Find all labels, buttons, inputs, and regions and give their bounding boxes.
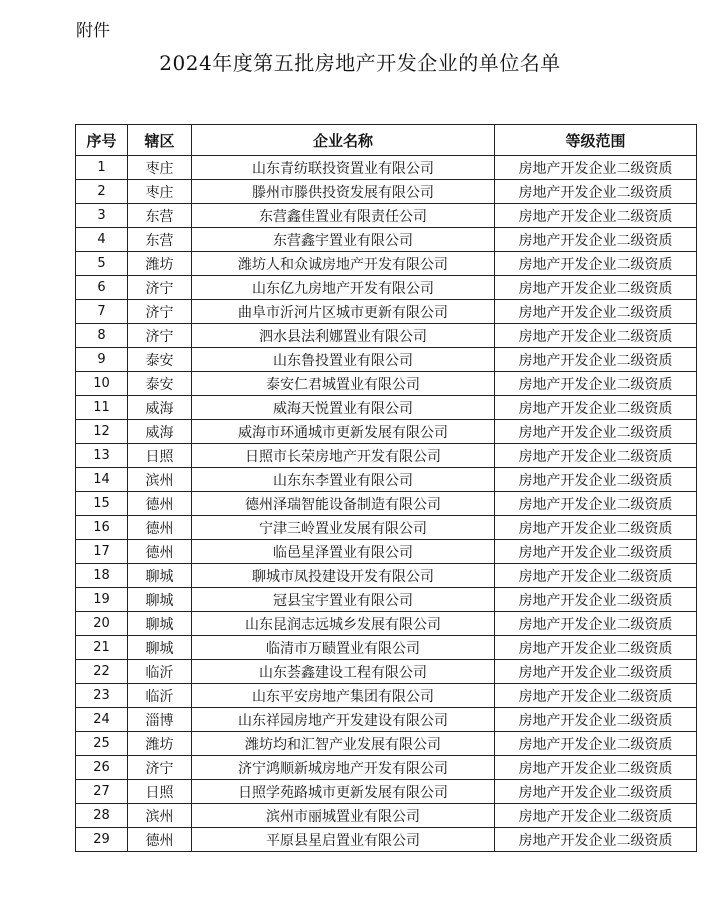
table-header-row: [76, 125, 697, 156]
qualification-cell: 房地产开发企业二级资质: [495, 780, 697, 804]
company-name-cell: 曲阜市沂河片区城市更新有限公司: [192, 300, 495, 324]
qualification-cell: 房地产开发企业二级资质: [495, 636, 697, 660]
header-qualification-level: 等级范围: [495, 125, 697, 156]
serial-number-cell: 21: [76, 636, 128, 660]
table-row: [76, 420, 697, 444]
document-title: 2024年度第五批房地产开发企业的单位名单: [159, 51, 561, 75]
qualification-cell: 房地产开发企业二级资质: [495, 156, 697, 180]
district-cell: 济宁: [128, 276, 192, 300]
table-row: [76, 180, 697, 204]
qualification-cell: 房地产开发企业二级资质: [495, 828, 697, 852]
table-row: [76, 660, 697, 684]
district-cell: 淄博: [128, 708, 192, 732]
table-row: [76, 492, 697, 516]
qualification-cell: 房地产开发企业二级资质: [495, 708, 697, 732]
serial-number-cell: 4: [76, 228, 128, 252]
qualification-cell: 房地产开发企业二级资质: [495, 228, 697, 252]
serial-number-cell: 1: [76, 156, 128, 180]
company-name-cell: 山东东李置业有限公司: [192, 468, 495, 492]
district-cell: 济宁: [128, 300, 192, 324]
table-row: [76, 252, 697, 276]
company-name-cell: 潍坊人和众诚房地产开发有限公司: [192, 252, 495, 276]
company-list-table: [75, 124, 697, 852]
serial-number-cell: 13: [76, 444, 128, 468]
company-name-cell: 泗水县法利娜置业有限公司: [192, 324, 495, 348]
company-name-cell: 滨州市丽城置业有限公司: [192, 804, 495, 828]
district-cell: 日照: [128, 444, 192, 468]
qualification-cell: 房地产开发企业二级资质: [495, 348, 697, 372]
district-cell: 聊城: [128, 636, 192, 660]
serial-number-cell: 16: [76, 516, 128, 540]
qualification-cell: 房地产开发企业二级资质: [495, 468, 697, 492]
table-row: [76, 732, 697, 756]
qualification-cell: 房地产开发企业二级资质: [495, 420, 697, 444]
qualification-cell: 房地产开发企业二级资质: [495, 372, 697, 396]
serial-number-cell: 3: [76, 204, 128, 228]
qualification-cell: 房地产开发企业二级资质: [495, 804, 697, 828]
company-name-cell: 威海天悦置业有限公司: [192, 396, 495, 420]
company-name-cell: 冠县宝宇置业有限公司: [192, 588, 495, 612]
company-name-cell: 日照市长荣房地产开发有限公司: [192, 444, 495, 468]
table-row: [76, 756, 697, 780]
table-row: [76, 468, 697, 492]
table-row: [76, 684, 697, 708]
table-body: [76, 156, 697, 852]
company-name-cell: 山东鲁投置业有限公司: [192, 348, 495, 372]
district-cell: 枣庄: [128, 156, 192, 180]
serial-number-cell: 20: [76, 612, 128, 636]
serial-number-cell: 12: [76, 420, 128, 444]
district-cell: 日照: [128, 780, 192, 804]
table-row: [76, 708, 697, 732]
qualification-cell: 房地产开发企业二级资质: [495, 660, 697, 684]
company-name-cell: 山东昆润志远城乡发展有限公司: [192, 612, 495, 636]
qualification-cell: 房地产开发企业二级资质: [495, 300, 697, 324]
district-cell: 德州: [128, 540, 192, 564]
table-row: [76, 396, 697, 420]
district-cell: 泰安: [128, 348, 192, 372]
district-cell: 潍坊: [128, 732, 192, 756]
qualification-cell: 房地产开发企业二级资质: [495, 756, 697, 780]
company-name-cell: 日照学苑路城市更新发展有限公司: [192, 780, 495, 804]
table-row: [76, 348, 697, 372]
serial-number-cell: 26: [76, 756, 128, 780]
district-cell: 威海: [128, 420, 192, 444]
serial-number-cell: 14: [76, 468, 128, 492]
district-cell: 滨州: [128, 804, 192, 828]
table-row: [76, 516, 697, 540]
district-cell: 德州: [128, 516, 192, 540]
table-row: [76, 804, 697, 828]
serial-number-cell: 9: [76, 348, 128, 372]
header-serial-number: 序号: [76, 125, 128, 156]
district-cell: 聊城: [128, 564, 192, 588]
table-row: [76, 324, 697, 348]
company-name-cell: 东营鑫宇置业有限公司: [192, 228, 495, 252]
district-cell: 东营: [128, 228, 192, 252]
serial-number-cell: 29: [76, 828, 128, 852]
serial-number-cell: 22: [76, 660, 128, 684]
company-name-cell: 山东荟鑫建设工程有限公司: [192, 660, 495, 684]
table-row: [76, 228, 697, 252]
qualification-cell: 房地产开发企业二级资质: [495, 492, 697, 516]
district-cell: 德州: [128, 492, 192, 516]
table-row: [76, 300, 697, 324]
table-row: [76, 612, 697, 636]
serial-number-cell: 11: [76, 396, 128, 420]
company-name-cell: 山东平安房地产集团有限公司: [192, 684, 495, 708]
company-name-cell: 宁津三岭置业发展有限公司: [192, 516, 495, 540]
qualification-cell: 房地产开发企业二级资质: [495, 516, 697, 540]
table-row: [76, 444, 697, 468]
district-cell: 济宁: [128, 324, 192, 348]
company-name-cell: 泰安仁君城置业有限公司: [192, 372, 495, 396]
qualification-cell: 房地产开发企业二级资质: [495, 684, 697, 708]
district-cell: 聊城: [128, 588, 192, 612]
company-name-cell: 临邑星泽置业有限公司: [192, 540, 495, 564]
district-cell: 济宁: [128, 756, 192, 780]
company-name-cell: 山东祥园房地产开发建设有限公司: [192, 708, 495, 732]
company-name-cell: 潍坊均和汇智产业发展有限公司: [192, 732, 495, 756]
district-cell: 威海: [128, 396, 192, 420]
company-name-cell: 平原县星启置业有限公司: [192, 828, 495, 852]
district-cell: 潍坊: [128, 252, 192, 276]
table-row: [76, 564, 697, 588]
table-row: [76, 636, 697, 660]
qualification-cell: 房地产开发企业二级资质: [495, 588, 697, 612]
serial-number-cell: 19: [76, 588, 128, 612]
company-name-cell: 滕州市滕供投资发展有限公司: [192, 180, 495, 204]
qualification-cell: 房地产开发企业二级资质: [495, 324, 697, 348]
table-row: [76, 156, 697, 180]
serial-number-cell: 8: [76, 324, 128, 348]
company-name-cell: 山东青纺联投资置业有限公司: [192, 156, 495, 180]
company-name-cell: 东营鑫佳置业有限责任公司: [192, 204, 495, 228]
qualification-cell: 房地产开发企业二级资质: [495, 204, 697, 228]
qualification-cell: 房地产开发企业二级资质: [495, 396, 697, 420]
serial-number-cell: 2: [76, 180, 128, 204]
serial-number-cell: 28: [76, 804, 128, 828]
serial-number-cell: 10: [76, 372, 128, 396]
qualification-cell: 房地产开发企业二级资质: [495, 444, 697, 468]
company-name-cell: 临清市万赜置业有限公司: [192, 636, 495, 660]
serial-number-cell: 23: [76, 684, 128, 708]
company-name-cell: 山东亿九房地产开发有限公司: [192, 276, 495, 300]
header-district: 辖区: [128, 125, 192, 156]
serial-number-cell: 27: [76, 780, 128, 804]
qualification-cell: 房地产开发企业二级资质: [495, 612, 697, 636]
table-row: [76, 204, 697, 228]
serial-number-cell: 5: [76, 252, 128, 276]
district-cell: 滨州: [128, 468, 192, 492]
table-row: [76, 372, 697, 396]
serial-number-cell: 24: [76, 708, 128, 732]
serial-number-cell: 18: [76, 564, 128, 588]
serial-number-cell: 6: [76, 276, 128, 300]
qualification-cell: 房地产开发企业二级资质: [495, 540, 697, 564]
district-cell: 泰安: [128, 372, 192, 396]
attachment-label: 附件: [76, 21, 110, 41]
table-row: [76, 828, 697, 852]
serial-number-cell: 25: [76, 732, 128, 756]
qualification-cell: 房地产开发企业二级资质: [495, 732, 697, 756]
serial-number-cell: 15: [76, 492, 128, 516]
qualification-cell: 房地产开发企业二级资质: [495, 276, 697, 300]
company-name-cell: 德州泽瑞智能设备制造有限公司: [192, 492, 495, 516]
serial-number-cell: 7: [76, 300, 128, 324]
district-cell: 临沂: [128, 660, 192, 684]
header-company-name: 企业名称: [192, 125, 495, 156]
district-cell: 聊城: [128, 612, 192, 636]
company-name-cell: 聊城市凤投建设开发有限公司: [192, 564, 495, 588]
company-name-cell: 威海市环通城市更新发展有限公司: [192, 420, 495, 444]
district-cell: 东营: [128, 204, 192, 228]
district-cell: 枣庄: [128, 180, 192, 204]
table-row: [76, 588, 697, 612]
table-row: [76, 780, 697, 804]
table-row: [76, 276, 697, 300]
company-name-cell: 济宁鸿顺新城房地产开发有限公司: [192, 756, 495, 780]
qualification-cell: 房地产开发企业二级资质: [495, 180, 697, 204]
serial-number-cell: 17: [76, 540, 128, 564]
district-cell: 德州: [128, 828, 192, 852]
qualification-cell: 房地产开发企业二级资质: [495, 564, 697, 588]
qualification-cell: 房地产开发企业二级资质: [495, 252, 697, 276]
table-row: [76, 540, 697, 564]
district-cell: 临沂: [128, 684, 192, 708]
